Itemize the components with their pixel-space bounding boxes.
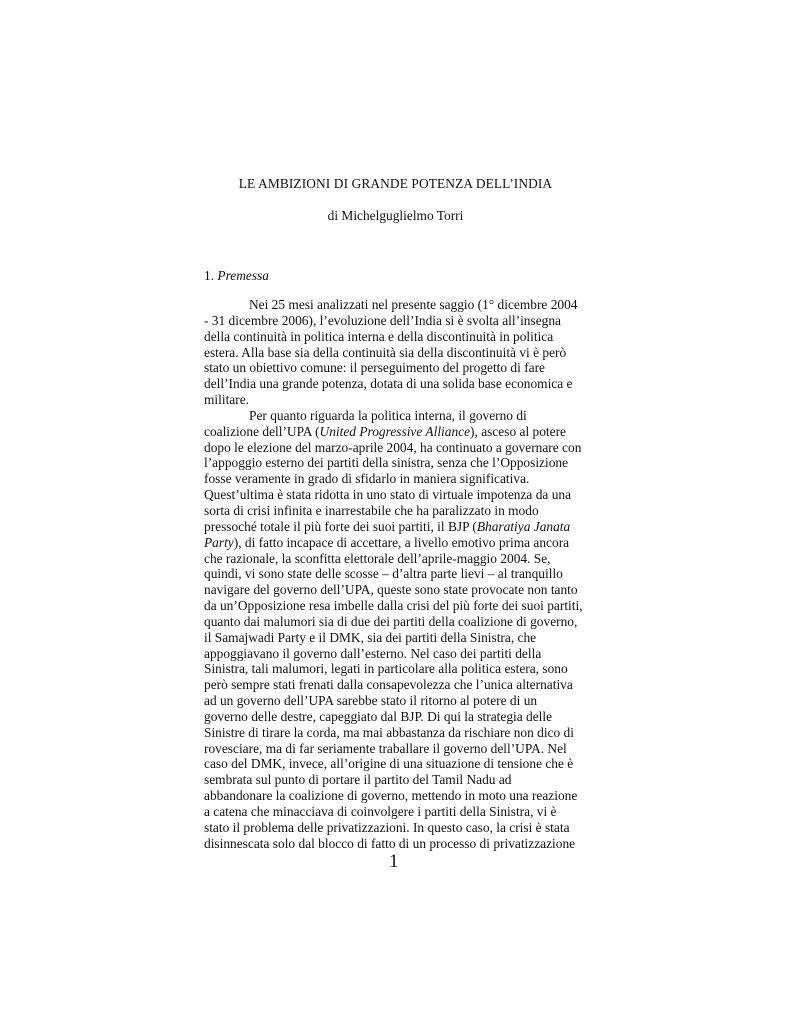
text-line [204, 392, 589, 408]
text-run: Nei 25 mesi analizzati nel presente saggio (1° dicembre 2004 [249, 297, 578, 312]
text-run: - 31 dicembre 2006), l’evoluzione dell’India si è svolta all’insegna [204, 312, 561, 328]
text-line [204, 836, 589, 852]
section-number: 1. [204, 268, 215, 283]
text-line [204, 677, 589, 693]
text-run: ), asceso al potere [470, 423, 566, 439]
text-run: pressoché totale il più forte dei suoi partiti, il BJP ( [204, 518, 477, 534]
text-run: disinnescata solo dal blocco di fatto di un processo di privatizzazione [204, 835, 576, 851]
text-run: sembrata sul punto di portare il partito del Tamil Nadu ad [204, 772, 512, 788]
text-line [204, 741, 589, 757]
section-title: Premessa [217, 268, 269, 283]
text-line [204, 503, 589, 519]
text-line [204, 297, 589, 313]
text-line [204, 725, 589, 741]
text-line [204, 360, 589, 376]
text-line [204, 788, 589, 804]
text-run: appoggiavano il governo dall’esterno. Nel caso dei partiti della [204, 645, 542, 661]
text-line [204, 661, 589, 677]
text-line [204, 440, 589, 456]
text-line [204, 614, 589, 630]
text-line [204, 709, 589, 725]
text-run: caso del DMK, invece, all’origine di una situazione di tensione che è [204, 756, 574, 772]
document-title: LE AMBIZIONI DI GRANDE POTENZA DELL’INDIA [238, 176, 553, 191]
text-run: sorta di crisi infinita e inarrestabile che ha paralizzato in modo [204, 502, 539, 518]
text-line [204, 345, 589, 361]
section-heading [204, 268, 269, 284]
text-line [204, 471, 589, 487]
text-line [204, 519, 589, 535]
text-run: Per quanto riguarda la politica interna, il governo di [249, 407, 527, 423]
text-line [204, 313, 589, 329]
text-run: Sinistra, tali malumori, legati in particolare alla politica estera, sono [204, 661, 568, 677]
text-run: governo delle destre, capeggiato dal BJP. Di qui la strategia delle [204, 708, 553, 724]
italic-text: Bharatiya Janata [476, 518, 571, 534]
text-line [204, 630, 589, 646]
text-run: da un’Opposizione resa imbelle dalla crisi del più forte dei suoi partiti, [204, 598, 583, 614]
text-line [204, 646, 589, 662]
text-line [204, 455, 589, 471]
document-author: di Michelguglielmo Torri [327, 208, 464, 223]
text-run: stato un obiettivo comune: il perseguimento del progetto di fare [204, 360, 546, 376]
text-run: quindi, vi sono state delle scosse – d’altra parte lievi – al tranquillo [204, 566, 563, 582]
page-number: 1 [389, 851, 399, 872]
text-line [204, 424, 589, 440]
text-run: l’appoggio esterno dei partiti della sinistra, senza che l’Opposizione [204, 455, 569, 471]
text-run: estera. Alla base sia della continuità sia della discontinuità vi è però [204, 344, 567, 360]
text-run: a catena che minacciava di coinvolgere i partiti della Sinistra, vi è [204, 804, 557, 819]
text-run: quanto dai malumori sia di due dei partiti della coalizione di governo, [204, 613, 578, 629]
text-run: ), di fatto incapace di accettare, a livello emotivo prima ancora [233, 534, 570, 550]
text-run: ad un governo dell’UPA sarebbe stato il ritorno al potere di un [204, 693, 538, 709]
text-run: Quest’ultima è stata ridotta in uno stato di virtuale impotenza da una [204, 487, 572, 503]
body-text [204, 297, 589, 852]
text-line [204, 551, 589, 567]
text-line [204, 804, 589, 820]
text-run: il Samajwadi Party e il DMK, sia dei partiti della Sinistra, che [204, 629, 537, 645]
text-line [204, 582, 589, 598]
text-line [204, 535, 589, 551]
text-run: coalizione dell’UPA ( [204, 423, 320, 439]
text-run: rovesciare, ma di far seriamente traballare il governo dell’UPA. Nel [204, 740, 567, 756]
text-line [204, 820, 589, 836]
text-run: dell’India una grande potenza, dotata di una solida base economica e [204, 376, 573, 392]
italic-text: Party [204, 534, 234, 550]
text-run: che razionale, la sconfitta elettorale dell’aprile-maggio 2004. Se, [204, 550, 551, 566]
text-line [204, 756, 589, 772]
text-line [204, 598, 589, 614]
text-run: stato il problema delle privatizzazioni. In questo caso, la crisi è stata [204, 819, 570, 835]
text-line [204, 487, 589, 503]
text-line [204, 772, 589, 788]
italic-text: United Progressive Alliance [319, 423, 471, 439]
text-run: navigare del governo dell’UPA, queste sono state provocate non tanto [204, 582, 578, 598]
text-run: fosse veramente in grado di sfidarlo in maniera significativa. [204, 471, 530, 487]
text-line [204, 329, 589, 345]
text-run: militare. [204, 392, 249, 408]
text-run: della continuità in politica interna e della discontinuità in politica [204, 328, 554, 344]
text-line [204, 376, 589, 392]
text-run: Sinistre di tirare la corda, ma mai abbastanza da rischiare non dico di [204, 724, 574, 740]
text-run: abbandonare la coalizione di governo, mettendo in moto una reazione [204, 788, 578, 804]
text-line [204, 408, 589, 424]
text-run: però sempre stati frenati dalla consapevolezza che l’unica alternativa [204, 677, 573, 693]
text-line [204, 693, 589, 709]
text-line [204, 566, 589, 582]
text-run: dopo le elezione del marzo-aprile 2004, ha continuato a governare con [204, 439, 582, 455]
